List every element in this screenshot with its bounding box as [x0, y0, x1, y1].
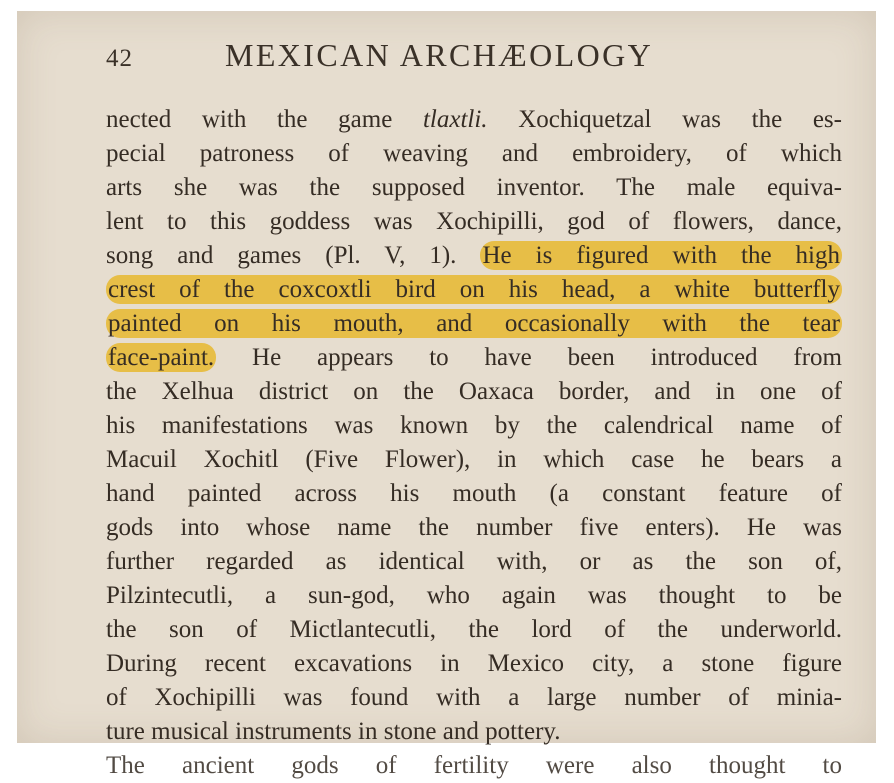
- text-line: face-paint. He appears to have been introduced from: [108, 344, 842, 371]
- highlighted-text[interactable]: crest of the coxcoxtli bird on his head, a white butterfly: [108, 276, 840, 303]
- italic-term: tlaxtli.: [422, 106, 488, 133]
- text-line: his manifestations was known by the calendrical name of: [106, 412, 842, 439]
- running-head: [17, 37, 876, 77]
- text-line: song and games (Pl. V, 1). He is figured with the high: [106, 242, 841, 269]
- text-line: arts she was the supposed inventor. The male equiva-: [106, 174, 842, 201]
- page-header-title: MEXICAN ARCHÆOLOGY: [225, 37, 654, 73]
- text-line: pecial patroness of weaving and embroidery, of which: [106, 140, 842, 167]
- highlighted-text[interactable]: face-paint.: [108, 344, 215, 371]
- text-line: lent to this goddess was Xochipilli, god of flowers, dance,: [106, 208, 842, 235]
- text-line: ture musical instruments in stone and pottery.: [106, 718, 561, 745]
- text-line: nected with the game tlaxtli. Xochiquetzal was the es-: [106, 106, 842, 133]
- text-line-cut-off: The ancient gods of fertility were also thought to: [106, 752, 842, 779]
- text-line: Macuil Xochitl (Five Flower), in which case he bears a: [106, 446, 842, 473]
- page-number: 42: [106, 45, 133, 72]
- highlighted-text[interactable]: painted on his mouth, and occasionally with the tear: [108, 310, 840, 337]
- body-text: [106, 103, 842, 779]
- text-line: the Xelhua district on the Oaxaca border, and in one of: [106, 378, 842, 405]
- book-page-scan: [17, 11, 876, 779]
- text-line-highlighted: [106, 307, 842, 341]
- highlighted-text[interactable]: He is figured with the high: [482, 242, 841, 269]
- text-line: hand painted across his mouth (a constant feature of: [106, 480, 842, 507]
- text-line-highlighted: [106, 273, 842, 307]
- text-line: Pilzintecutli, a sun-god, who again was thought to be: [106, 582, 842, 609]
- text-line: gods into whose name the number five enters). He was: [106, 514, 842, 541]
- text-line: further regarded as identical with, or as the son of,: [106, 548, 842, 575]
- text-line: the son of Mictlantecutli, the lord of the underworld.: [106, 616, 842, 643]
- text-line: During recent excavations in Mexico city, a stone figure: [106, 650, 842, 677]
- text-line: of Xochipilli was found with a large number of minia-: [106, 684, 842, 711]
